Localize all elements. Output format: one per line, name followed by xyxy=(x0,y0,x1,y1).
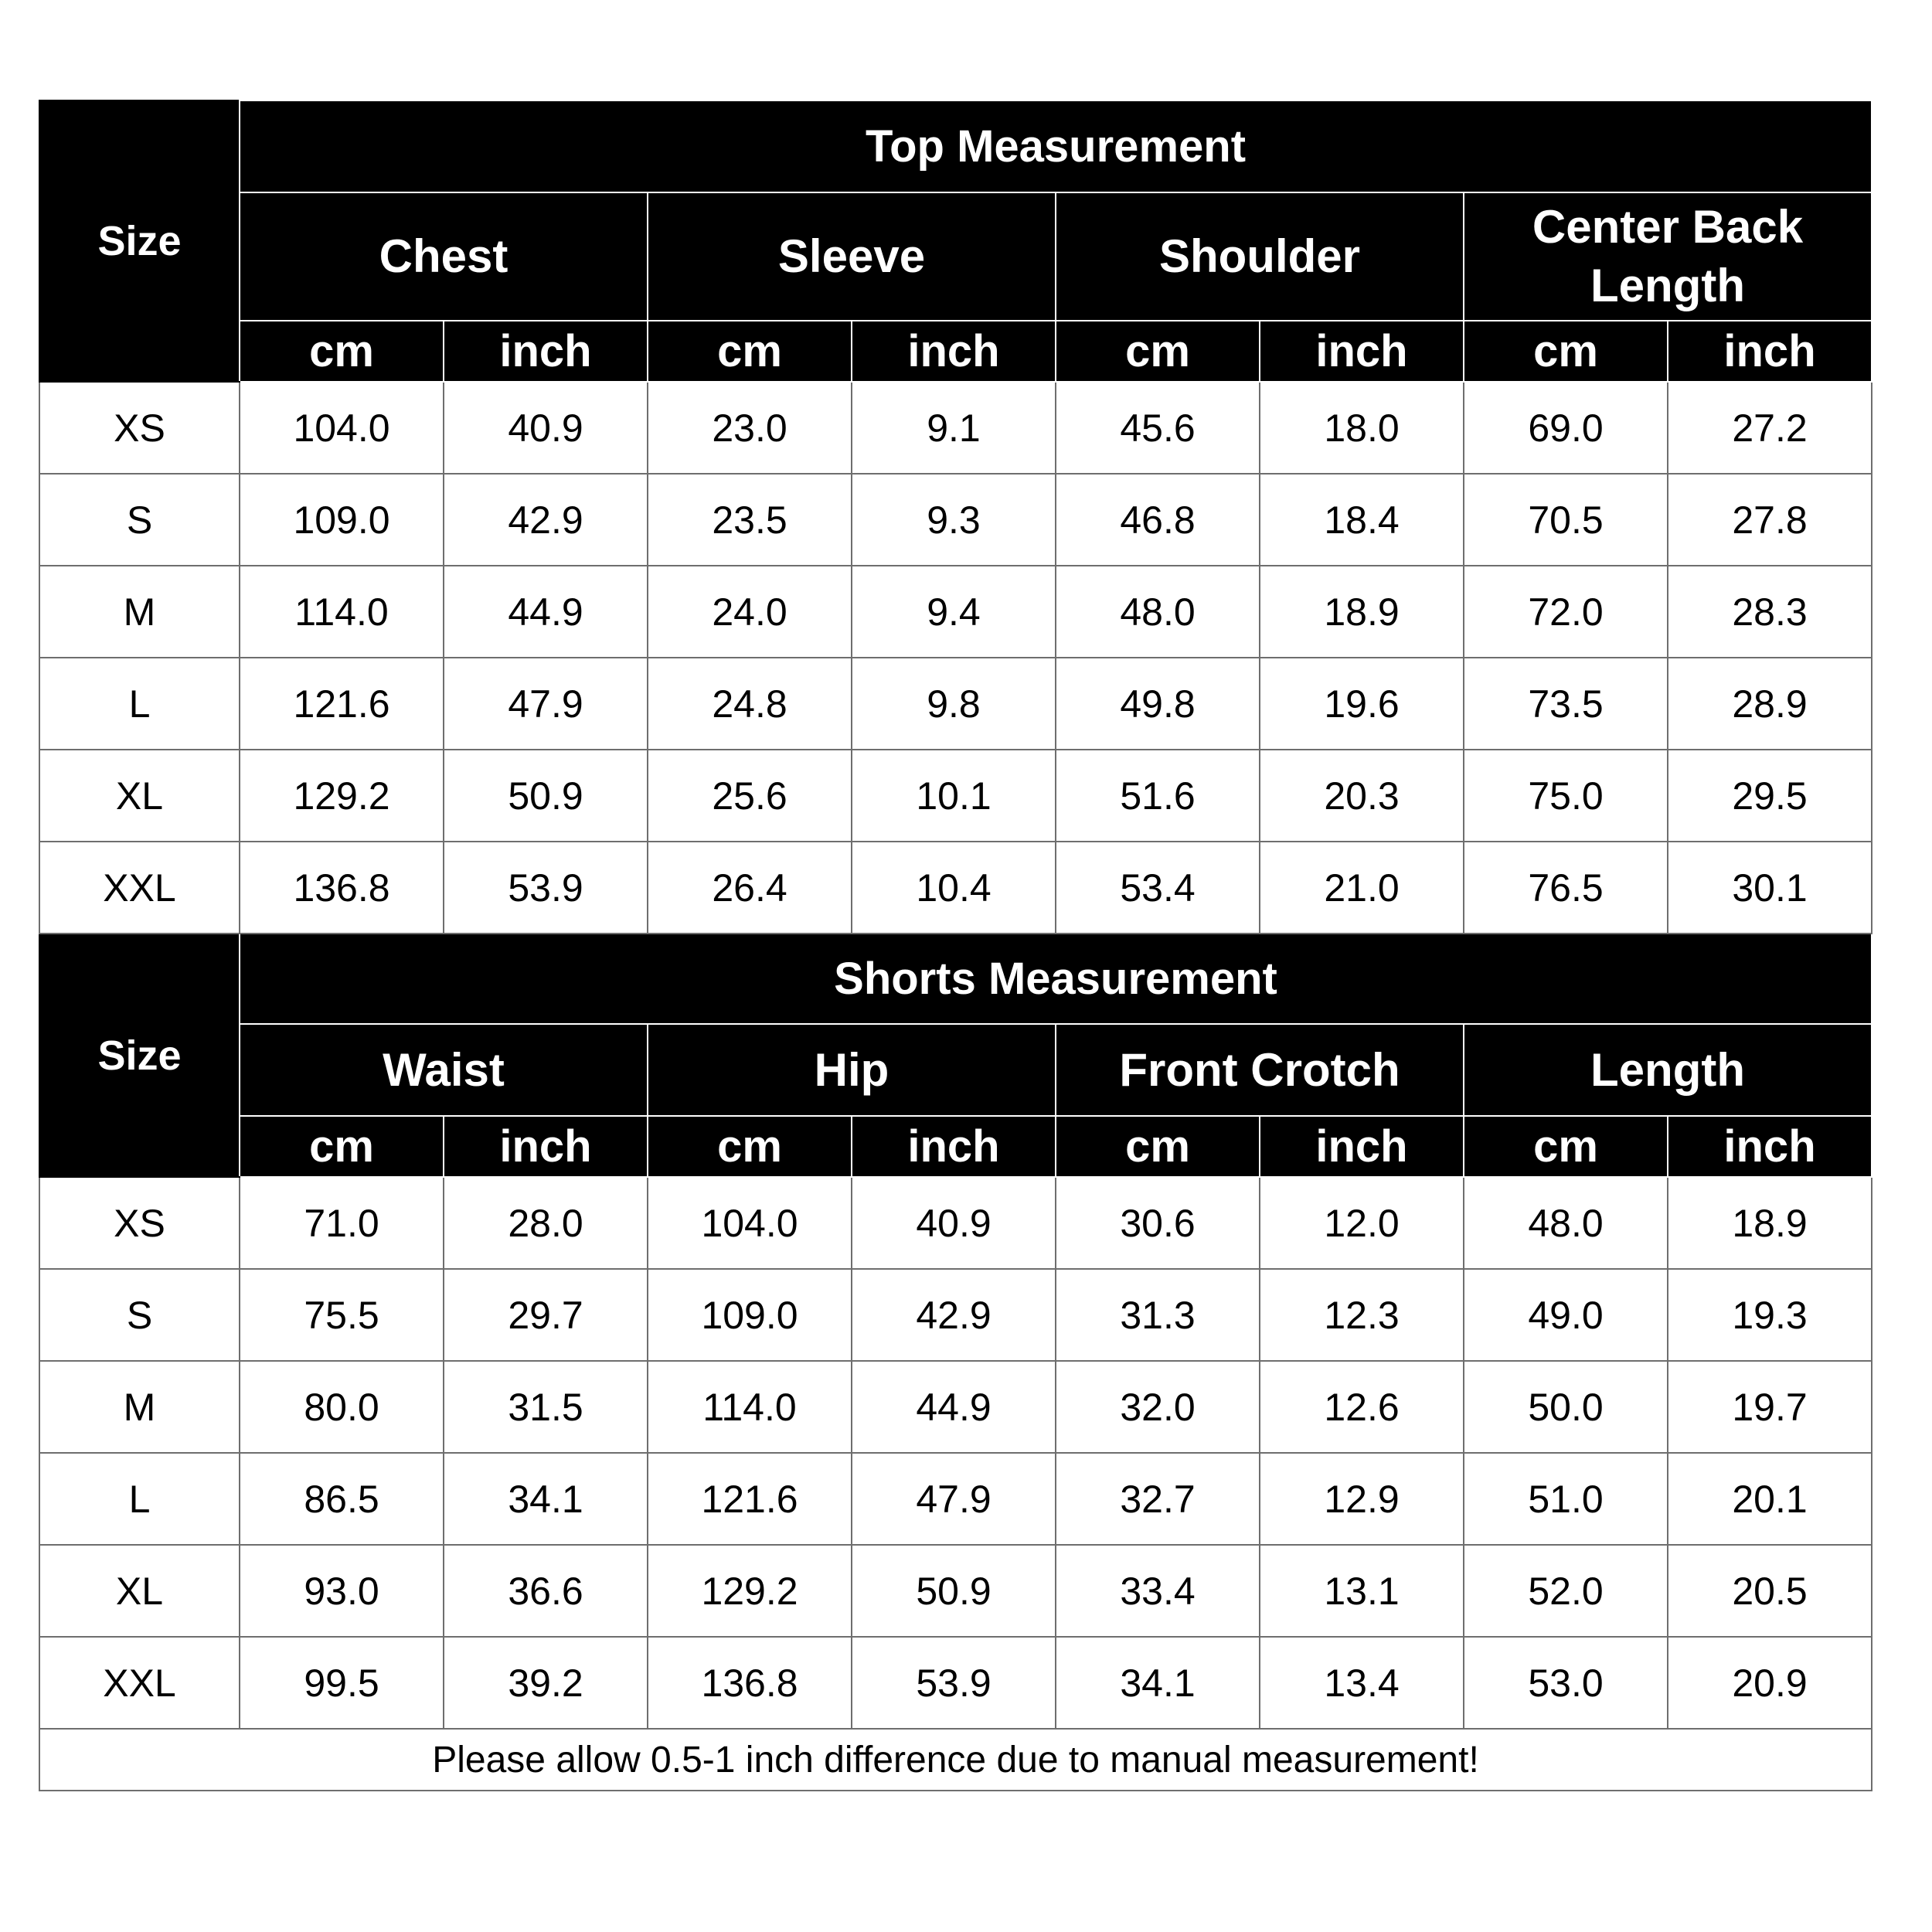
top-unit-header: cm xyxy=(240,321,444,382)
top-value-cell: 40.9 xyxy=(444,382,648,474)
top-value-cell: 73.5 xyxy=(1464,658,1668,750)
top-value-cell: 51.6 xyxy=(1056,750,1260,842)
shorts-value-cell: 30.6 xyxy=(1056,1177,1260,1269)
shorts-value-cell: 29.7 xyxy=(444,1269,648,1361)
shorts-group-header: Waist xyxy=(240,1024,648,1116)
shorts-size-cell: XXL xyxy=(39,1637,240,1729)
top-title-row xyxy=(39,100,1872,192)
shorts-value-cell: 129.2 xyxy=(648,1545,852,1637)
top-value-cell: 28.3 xyxy=(1668,566,1872,658)
shorts-value-cell: 48.0 xyxy=(1464,1177,1668,1269)
table-row xyxy=(39,474,1872,566)
shorts-value-cell: 40.9 xyxy=(852,1177,1056,1269)
shorts-value-cell: 12.9 xyxy=(1260,1453,1464,1545)
top-value-cell: 18.4 xyxy=(1260,474,1464,566)
shorts-value-cell: 109.0 xyxy=(648,1269,852,1361)
top-value-cell: 27.8 xyxy=(1668,474,1872,566)
top-size-cell: XXL xyxy=(39,842,240,934)
shorts-value-cell: 42.9 xyxy=(852,1269,1056,1361)
top-value-cell: 44.9 xyxy=(444,566,648,658)
shorts-size-header: Size xyxy=(39,934,240,1177)
shorts-size-cell: S xyxy=(39,1269,240,1361)
top-group-header: Shoulder xyxy=(1056,192,1464,321)
table-row xyxy=(39,1177,1872,1269)
shorts-value-cell: 12.3 xyxy=(1260,1269,1464,1361)
top-unit-row xyxy=(39,321,1872,382)
top-unit-header: cm xyxy=(1464,321,1668,382)
top-value-cell: 53.9 xyxy=(444,842,648,934)
top-value-cell: 9.3 xyxy=(852,474,1056,566)
shorts-group-row xyxy=(39,1024,1872,1116)
table-row xyxy=(39,1545,1872,1637)
top-value-cell: 21.0 xyxy=(1260,842,1464,934)
shorts-unit-header: cm xyxy=(648,1116,852,1177)
shorts-value-cell: 19.3 xyxy=(1668,1269,1872,1361)
shorts-value-cell: 99.5 xyxy=(240,1637,444,1729)
top-value-cell: 19.6 xyxy=(1260,658,1464,750)
shorts-unit-header: cm xyxy=(240,1116,444,1177)
shorts-value-cell: 12.0 xyxy=(1260,1177,1464,1269)
top-unit-header: inch xyxy=(1668,321,1872,382)
top-size-cell: S xyxy=(39,474,240,566)
table-row xyxy=(39,658,1872,750)
shorts-group-header: Hip xyxy=(648,1024,1056,1116)
top-value-cell: 45.6 xyxy=(1056,382,1260,474)
top-value-cell: 136.8 xyxy=(240,842,444,934)
top-value-cell: 109.0 xyxy=(240,474,444,566)
top-group-row xyxy=(39,192,1872,321)
top-value-cell: 75.0 xyxy=(1464,750,1668,842)
shorts-value-cell: 33.4 xyxy=(1056,1545,1260,1637)
top-value-cell: 9.8 xyxy=(852,658,1056,750)
top-value-cell: 25.6 xyxy=(648,750,852,842)
top-size-header: Size xyxy=(39,100,240,382)
top-value-cell: 46.8 xyxy=(1056,474,1260,566)
shorts-value-cell: 18.9 xyxy=(1668,1177,1872,1269)
shorts-unit-row xyxy=(39,1116,1872,1177)
top-section-title: Top Measurement xyxy=(240,100,1872,192)
shorts-unit-header: inch xyxy=(852,1116,1056,1177)
shorts-value-cell: 32.7 xyxy=(1056,1453,1260,1545)
shorts-value-cell: 13.4 xyxy=(1260,1637,1464,1729)
top-value-cell: 129.2 xyxy=(240,750,444,842)
note-row xyxy=(39,1729,1872,1791)
top-value-cell: 28.9 xyxy=(1668,658,1872,750)
top-value-cell: 10.1 xyxy=(852,750,1056,842)
shorts-value-cell: 114.0 xyxy=(648,1361,852,1453)
top-value-cell: 42.9 xyxy=(444,474,648,566)
shorts-size-cell: M xyxy=(39,1361,240,1453)
shorts-unit-header: cm xyxy=(1056,1116,1260,1177)
table-row xyxy=(39,566,1872,658)
shorts-value-cell: 104.0 xyxy=(648,1177,852,1269)
shorts-value-cell: 34.1 xyxy=(444,1453,648,1545)
top-size-cell: M xyxy=(39,566,240,658)
shorts-value-cell: 20.9 xyxy=(1668,1637,1872,1729)
shorts-value-cell: 49.0 xyxy=(1464,1269,1668,1361)
top-unit-header: cm xyxy=(648,321,852,382)
top-value-cell: 18.0 xyxy=(1260,382,1464,474)
size-chart-table xyxy=(39,100,1872,1791)
shorts-value-cell: 53.9 xyxy=(852,1637,1056,1729)
shorts-value-cell: 136.8 xyxy=(648,1637,852,1729)
shorts-value-cell: 44.9 xyxy=(852,1361,1056,1453)
top-size-cell: XL xyxy=(39,750,240,842)
shorts-value-cell: 52.0 xyxy=(1464,1545,1668,1637)
shorts-size-cell: L xyxy=(39,1453,240,1545)
shorts-value-cell: 36.6 xyxy=(444,1545,648,1637)
shorts-section-title: Shorts Measurement xyxy=(240,934,1872,1024)
shorts-value-cell: 31.3 xyxy=(1056,1269,1260,1361)
shorts-value-cell: 50.0 xyxy=(1464,1361,1668,1453)
shorts-unit-header: inch xyxy=(1668,1116,1872,1177)
shorts-value-cell: 71.0 xyxy=(240,1177,444,1269)
top-group-header: Sleeve xyxy=(648,192,1056,321)
shorts-value-cell: 51.0 xyxy=(1464,1453,1668,1545)
top-value-cell: 30.1 xyxy=(1668,842,1872,934)
top-unit-header: cm xyxy=(1056,321,1260,382)
top-value-cell: 27.2 xyxy=(1668,382,1872,474)
top-unit-header: inch xyxy=(852,321,1056,382)
shorts-value-cell: 32.0 xyxy=(1056,1361,1260,1453)
shorts-value-cell: 50.9 xyxy=(852,1545,1056,1637)
top-unit-header: inch xyxy=(444,321,648,382)
shorts-title-row xyxy=(39,934,1872,1024)
shorts-value-cell: 20.1 xyxy=(1668,1453,1872,1545)
shorts-value-cell: 19.7 xyxy=(1668,1361,1872,1453)
shorts-unit-header: cm xyxy=(1464,1116,1668,1177)
top-value-cell: 24.8 xyxy=(648,658,852,750)
table-row xyxy=(39,1453,1872,1545)
shorts-value-cell: 121.6 xyxy=(648,1453,852,1545)
shorts-value-cell: 12.6 xyxy=(1260,1361,1464,1453)
top-value-cell: 26.4 xyxy=(648,842,852,934)
table-row xyxy=(39,382,1872,474)
shorts-unit-header: inch xyxy=(444,1116,648,1177)
top-value-cell: 9.1 xyxy=(852,382,1056,474)
top-group-header: Chest xyxy=(240,192,648,321)
shorts-value-cell: 53.0 xyxy=(1464,1637,1668,1729)
shorts-value-cell: 75.5 xyxy=(240,1269,444,1361)
top-value-cell: 104.0 xyxy=(240,382,444,474)
top-value-cell: 114.0 xyxy=(240,566,444,658)
top-value-cell: 76.5 xyxy=(1464,842,1668,934)
table-row xyxy=(39,1637,1872,1729)
shorts-value-cell: 20.5 xyxy=(1668,1545,1872,1637)
measurement-note: Please allow 0.5-1 inch difference due to manual measurement! xyxy=(39,1729,1872,1791)
shorts-value-cell: 34.1 xyxy=(1056,1637,1260,1729)
top-value-cell: 49.8 xyxy=(1056,658,1260,750)
shorts-unit-header: inch xyxy=(1260,1116,1464,1177)
shorts-size-cell: XS xyxy=(39,1177,240,1269)
table-row xyxy=(39,842,1872,934)
table-row xyxy=(39,1361,1872,1453)
top-value-cell: 24.0 xyxy=(648,566,852,658)
shorts-group-header: Front Crotch xyxy=(1056,1024,1464,1116)
top-value-cell: 29.5 xyxy=(1668,750,1872,842)
top-value-cell: 18.9 xyxy=(1260,566,1464,658)
top-value-cell: 23.5 xyxy=(648,474,852,566)
top-value-cell: 48.0 xyxy=(1056,566,1260,658)
top-size-cell: L xyxy=(39,658,240,750)
shorts-value-cell: 93.0 xyxy=(240,1545,444,1637)
top-value-cell: 10.4 xyxy=(852,842,1056,934)
top-value-cell: 47.9 xyxy=(444,658,648,750)
top-value-cell: 23.0 xyxy=(648,382,852,474)
shorts-value-cell: 13.1 xyxy=(1260,1545,1464,1637)
top-value-cell: 50.9 xyxy=(444,750,648,842)
shorts-value-cell: 80.0 xyxy=(240,1361,444,1453)
shorts-value-cell: 39.2 xyxy=(444,1637,648,1729)
top-value-cell: 53.4 xyxy=(1056,842,1260,934)
top-value-cell: 9.4 xyxy=(852,566,1056,658)
top-value-cell: 69.0 xyxy=(1464,382,1668,474)
shorts-value-cell: 31.5 xyxy=(444,1361,648,1453)
top-size-cell: XS xyxy=(39,382,240,474)
top-value-cell: 20.3 xyxy=(1260,750,1464,842)
top-value-cell: 121.6 xyxy=(240,658,444,750)
shorts-value-cell: 47.9 xyxy=(852,1453,1056,1545)
shorts-value-cell: 28.0 xyxy=(444,1177,648,1269)
shorts-value-cell: 86.5 xyxy=(240,1453,444,1545)
top-value-cell: 70.5 xyxy=(1464,474,1668,566)
top-group-header: Center Back Length xyxy=(1464,192,1872,321)
shorts-size-cell: XL xyxy=(39,1545,240,1637)
shorts-group-header: Length xyxy=(1464,1024,1872,1116)
top-value-cell: 72.0 xyxy=(1464,566,1668,658)
table-row xyxy=(39,1269,1872,1361)
top-unit-header: inch xyxy=(1260,321,1464,382)
table-row xyxy=(39,750,1872,842)
